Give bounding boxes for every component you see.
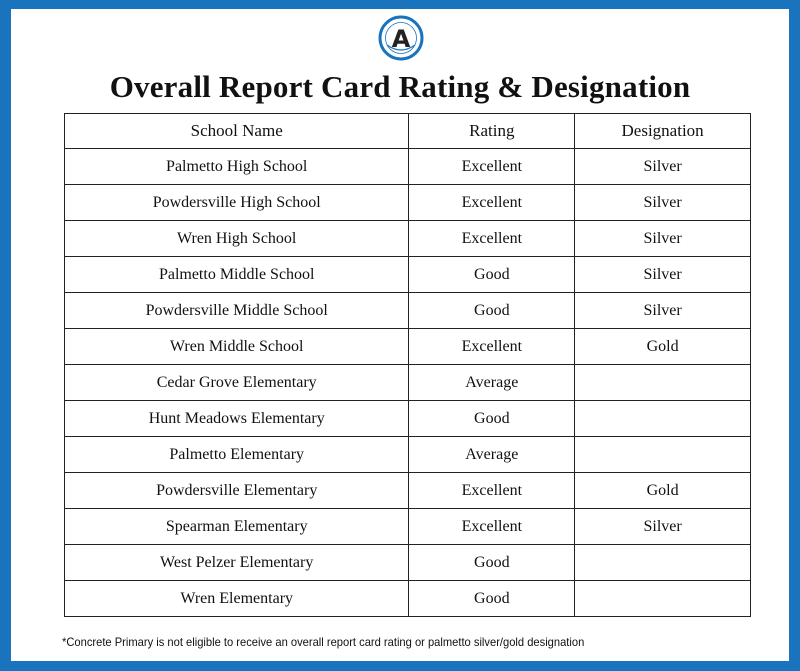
designation-cell [575, 401, 751, 437]
table-row [65, 257, 751, 293]
designation-cell: Silver [575, 293, 751, 329]
designation-cell: Silver [575, 257, 751, 293]
table-row [65, 149, 751, 185]
designation-cell [575, 545, 751, 581]
school-name-cell: Palmetto Middle School [65, 257, 409, 293]
school-name-cell: Spearman Elementary [65, 509, 409, 545]
rating-cell: Good [409, 293, 575, 329]
school-name-cell: Palmetto High School [65, 149, 409, 185]
table-row [65, 329, 751, 365]
table-row [65, 545, 751, 581]
table-row [65, 365, 751, 401]
designation-cell: Gold [575, 473, 751, 509]
school-name-cell: Powdersville Elementary [65, 473, 409, 509]
table-row [65, 581, 751, 617]
table-row [65, 185, 751, 221]
rating-cell: Excellent [409, 509, 575, 545]
header-rating: Rating [409, 114, 575, 149]
rating-cell: Good [409, 401, 575, 437]
table-row [65, 509, 751, 545]
rating-cell: Excellent [409, 185, 575, 221]
school-name-cell: Powdersville Middle School [65, 293, 409, 329]
designation-cell [575, 437, 751, 473]
footnote: *Concrete Primary is not eligible to receive an overall report card rating or palmetto silver/gold designation [62, 635, 585, 649]
school-name-cell: Hunt Meadows Elementary [65, 401, 409, 437]
designation-cell: Gold [575, 329, 751, 365]
designation-cell: Silver [575, 185, 751, 221]
school-name-cell: Palmetto Elementary [65, 437, 409, 473]
school-name-cell: West Pelzer Elementary [65, 545, 409, 581]
school-name-cell: Wren High School [65, 221, 409, 257]
header-school-name: School Name [65, 114, 409, 149]
rating-cell: Average [409, 365, 575, 401]
school-name-cell: Powdersville High School [65, 185, 409, 221]
table-row [65, 221, 751, 257]
report-card-table [64, 113, 751, 617]
rating-cell: Average [409, 437, 575, 473]
designation-cell: Silver [575, 221, 751, 257]
header-row [65, 114, 751, 149]
rating-cell: Excellent [409, 329, 575, 365]
table-row [65, 293, 751, 329]
designation-cell [575, 581, 751, 617]
rating-cell: Good [409, 545, 575, 581]
report-frame [11, 9, 789, 661]
designation-cell [575, 365, 751, 401]
rating-cell: Excellent [409, 149, 575, 185]
district-seal-icon [378, 15, 424, 61]
page-title: Overall Report Card Rating & Designation [109, 69, 691, 104]
rating-cell: Good [409, 257, 575, 293]
rating-cell: Good [409, 581, 575, 617]
table-row [65, 473, 751, 509]
table-row [65, 437, 751, 473]
header-designation: Designation [575, 114, 751, 149]
table-row [65, 401, 751, 437]
designation-cell: Silver [575, 149, 751, 185]
school-name-cell: Wren Elementary [65, 581, 409, 617]
logo-letter: A [391, 25, 411, 53]
school-name-cell: Cedar Grove Elementary [65, 365, 409, 401]
rating-cell: Excellent [409, 221, 575, 257]
designation-cell: Silver [575, 509, 751, 545]
school-name-cell: Wren Middle School [65, 329, 409, 365]
rating-cell: Excellent [409, 473, 575, 509]
